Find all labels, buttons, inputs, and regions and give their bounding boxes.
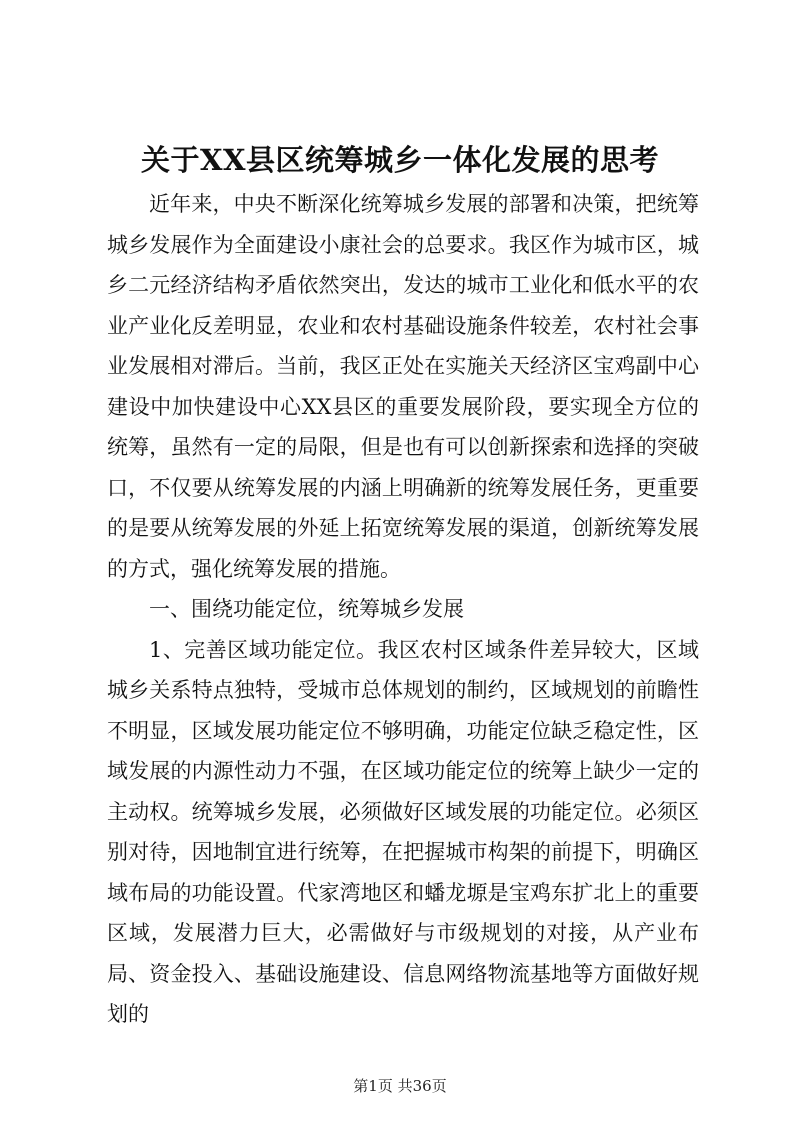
- subsection-paragraph-1: 1、完善区域功能定位。我区农村区域条件差异较大，区域城乡关系特点独特，受城市总体规划的制约，区域规划的前瞻性不明显，区域发展功能定位不够明确，功能定位缺乏稳定性，区域发展的内源性动力不强，在区域功能定位的统筹上缺少一定的主动权。统筹城乡发展，必须做好区域发展的功能定位。必须区别对待，因地制宜进行统筹，在把握城市构架的前提下，明确区域布局的功能设置。代家湾地区和蟠龙塬是宝鸡东扩北上的重要区域，发展潜力巨大，必需做好与市级规划的对接，从产业布局、资金投入、基础设施建设、信息网络物流基地等方面做好规划的: [107, 637, 699, 1026]
- document-body: [107, 184, 699, 1035]
- intro-paragraph: 近年来，中央不断深化统筹城乡发展的部署和决策，把统筹城乡发展作为全面建设小康社会的总要求。我区作为城市区，城乡二元经济结构矛盾依然突出，发达的城市工业化和低水平的农业产业化反差明显，农业和农村基础设施条件较差，农村社会事业发展相对滞后。当前，我区正处在实施关天经济区宝鸡副中心建设中加快建设中心XX县区的重要发展阶段，要实现全方位的统筹，虽然有一定的局限，但是也有可以创新探索和选择的突破口，不仅要从统筹发展的内涵上明确新的统筹发展任务，更重要的是要从统筹发展的外延上拓宽统筹发展的渠道，创新统筹发展的方式，强化统筹发展的措施。: [107, 192, 699, 581]
- document-title: 关于XX县区统筹城乡一体化发展的思考: [140, 143, 659, 177]
- page-footer: 第1页 共36页: [353, 1077, 447, 1095]
- section-heading-1: 一、围绕功能定位，统筹城乡发展: [149, 597, 464, 621]
